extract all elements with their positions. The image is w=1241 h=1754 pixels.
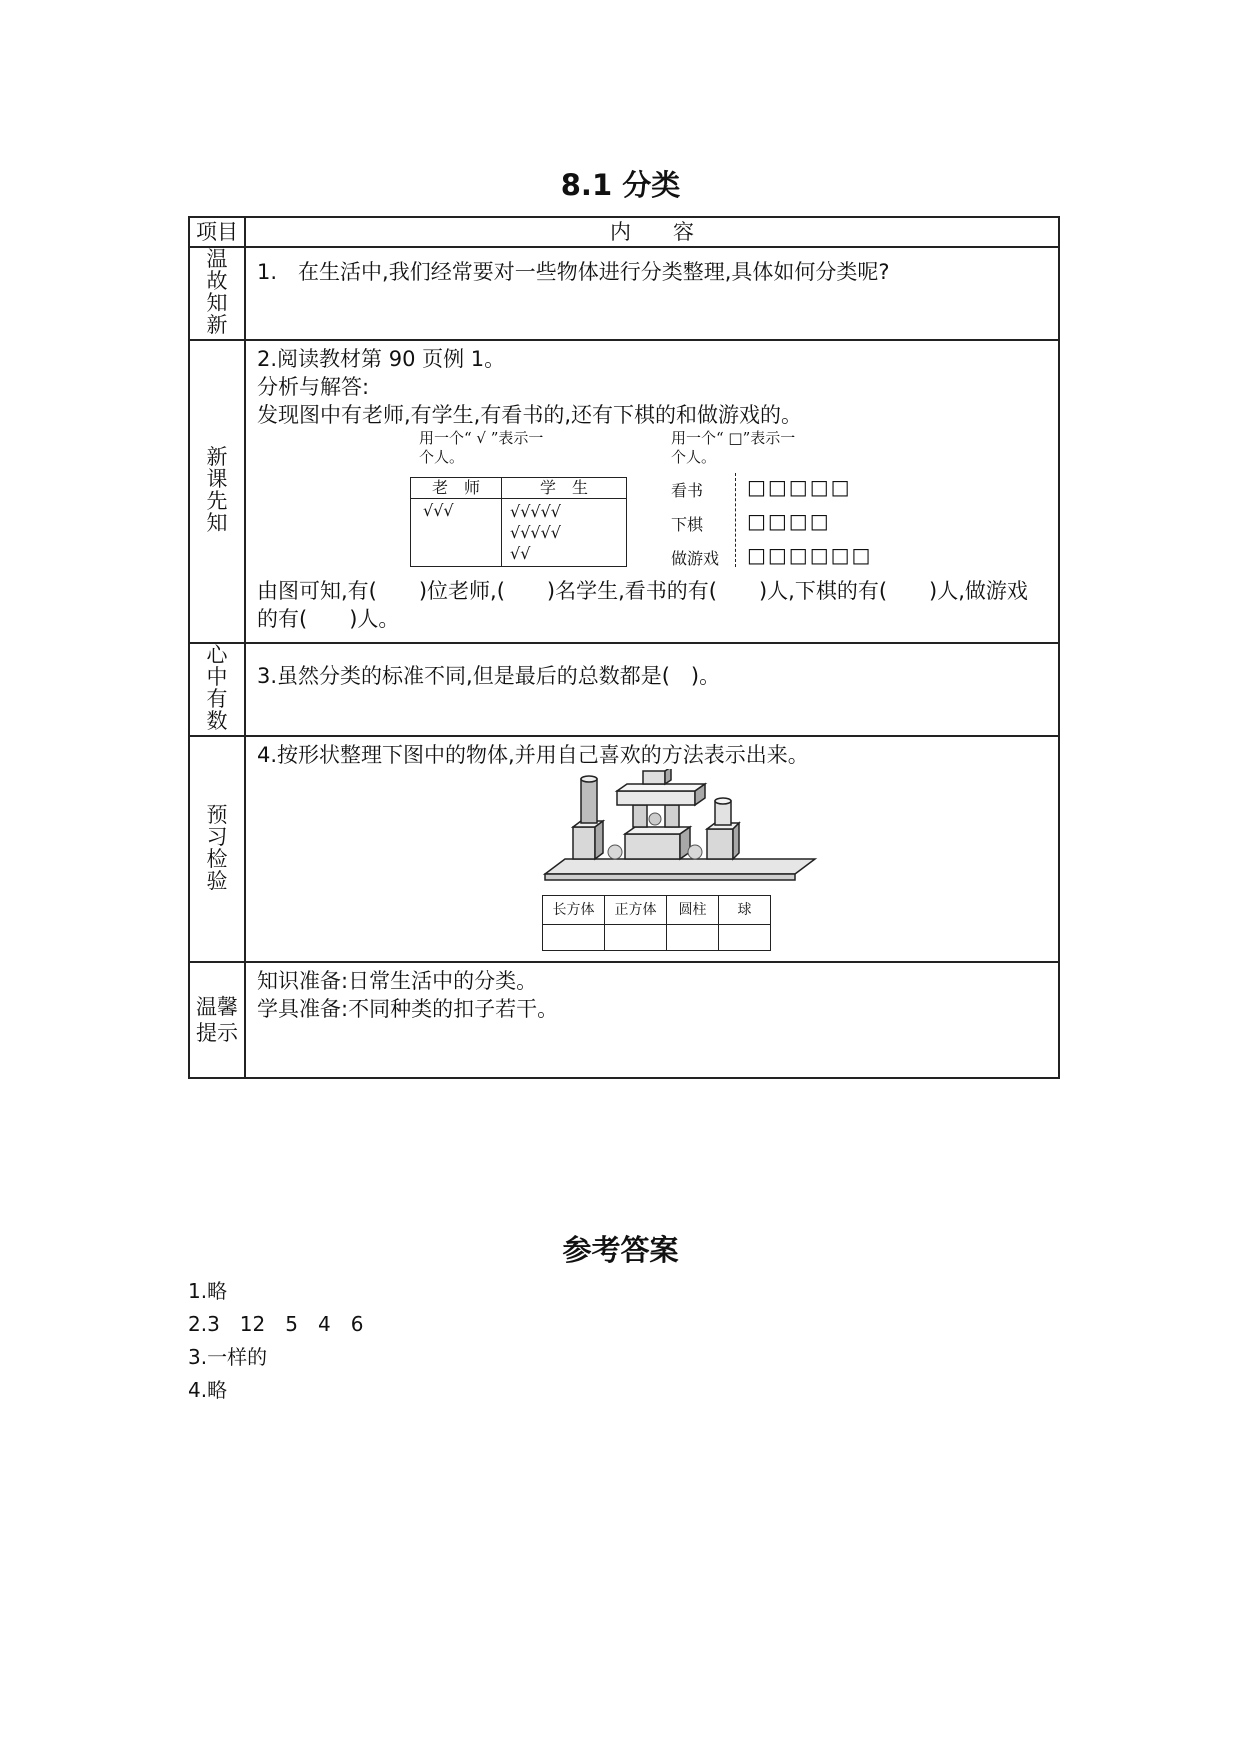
row-label-review: 温故知新 xyxy=(189,247,245,340)
divider xyxy=(735,473,736,567)
shape-header: 圆柱 xyxy=(667,896,719,925)
question-3: 3.虽然分类的标准不同,但是最后的总数都是( )。 xyxy=(257,664,721,688)
row-label-check: 预习检验 xyxy=(189,736,245,962)
tally-table xyxy=(410,477,627,567)
left-caption-1: 用一个“ √ ”表示一 xyxy=(419,429,544,447)
activity-label: 做游戏 xyxy=(671,549,720,568)
answer-item: 4.略 xyxy=(188,1378,228,1402)
left-caption-2: 个人。 xyxy=(419,448,465,466)
analysis-text: 发现图中有老师,有学生,有看书的,还有下棋的和做游戏的。 xyxy=(257,403,803,427)
tally-header-student: 学 生 xyxy=(502,478,627,499)
header-item: 项目 xyxy=(189,217,245,247)
row-content-review xyxy=(245,247,1059,340)
shape-header: 长方体 xyxy=(543,896,605,925)
fill-blank-line-2: 的有( )人。 xyxy=(257,607,400,631)
page-title: 8.1 分类 xyxy=(560,168,681,202)
question-4: 4.按形状整理下图中的物体,并用自己喜欢的方法表示出来。 xyxy=(257,743,809,767)
shape-header: 正方体 xyxy=(605,896,667,925)
shapes-table xyxy=(542,895,771,951)
answer-item: 3.一样的 xyxy=(188,1345,268,1369)
teacher-marks: √√√ xyxy=(411,499,502,567)
student-marks-line: √√ xyxy=(510,544,531,563)
worksheet-table xyxy=(188,216,1060,1079)
tip-tools: 学具准备:不同种类的扣子若干。 xyxy=(257,997,559,1021)
answers-title: 参考答案 xyxy=(562,1233,679,1267)
student-marks-line: √√√√√ xyxy=(510,523,561,542)
tip-knowledge: 知识准备:日常生活中的分类。 xyxy=(257,969,538,993)
activity-boxes: □□□□□ xyxy=(747,475,852,499)
answer-item: 1.略 xyxy=(188,1279,228,1303)
row-label-tips: 温馨提示 xyxy=(189,962,245,1078)
row-content-preview xyxy=(245,340,1059,643)
row-label-preview: 新课先知 xyxy=(189,340,245,643)
right-caption-1: 用一个“ □”表示一 xyxy=(671,429,796,447)
question-2: 2.阅读教材第 90 页例 1。 xyxy=(257,347,506,371)
activity-label: 看书 xyxy=(671,481,704,500)
activity-label: 下棋 xyxy=(671,515,704,534)
row-content-tips xyxy=(245,962,1059,1078)
tally-header-teacher: 老 师 xyxy=(411,478,502,499)
shape-header: 球 xyxy=(719,896,771,925)
student-marks-line: √√√√√ xyxy=(510,502,561,521)
row-content-check xyxy=(245,736,1059,962)
shapes-figure xyxy=(257,769,1048,955)
tally-figure xyxy=(257,429,1048,577)
analysis-label: 分析与解答: xyxy=(257,375,370,399)
row-label-mind: 心中有数 xyxy=(189,643,245,736)
shape-cell xyxy=(719,925,771,951)
shapes-illustration xyxy=(525,769,825,894)
fill-blank-line-1: 由图可知,有( )位老师,( )名学生,看书的有( )人,下棋的有( )人,做游戏 xyxy=(257,579,1028,603)
shape-cell xyxy=(605,925,667,951)
shape-cell xyxy=(543,925,605,951)
right-caption-2: 个人。 xyxy=(671,448,717,466)
student-marks xyxy=(502,499,627,567)
activity-boxes: □□□□□□ xyxy=(747,543,873,567)
activity-boxes: □□□□ xyxy=(747,509,831,533)
question-1: 1. 在生活中,我们经常要对一些物体进行分类整理,具体如何分类呢? xyxy=(257,260,890,284)
shape-cell xyxy=(667,925,719,951)
answers-list xyxy=(188,1275,363,1407)
answer-item: 2.3 12 5 4 6 xyxy=(188,1312,364,1336)
header-content: 内 容 xyxy=(245,217,1059,247)
row-content-mind xyxy=(245,643,1059,736)
